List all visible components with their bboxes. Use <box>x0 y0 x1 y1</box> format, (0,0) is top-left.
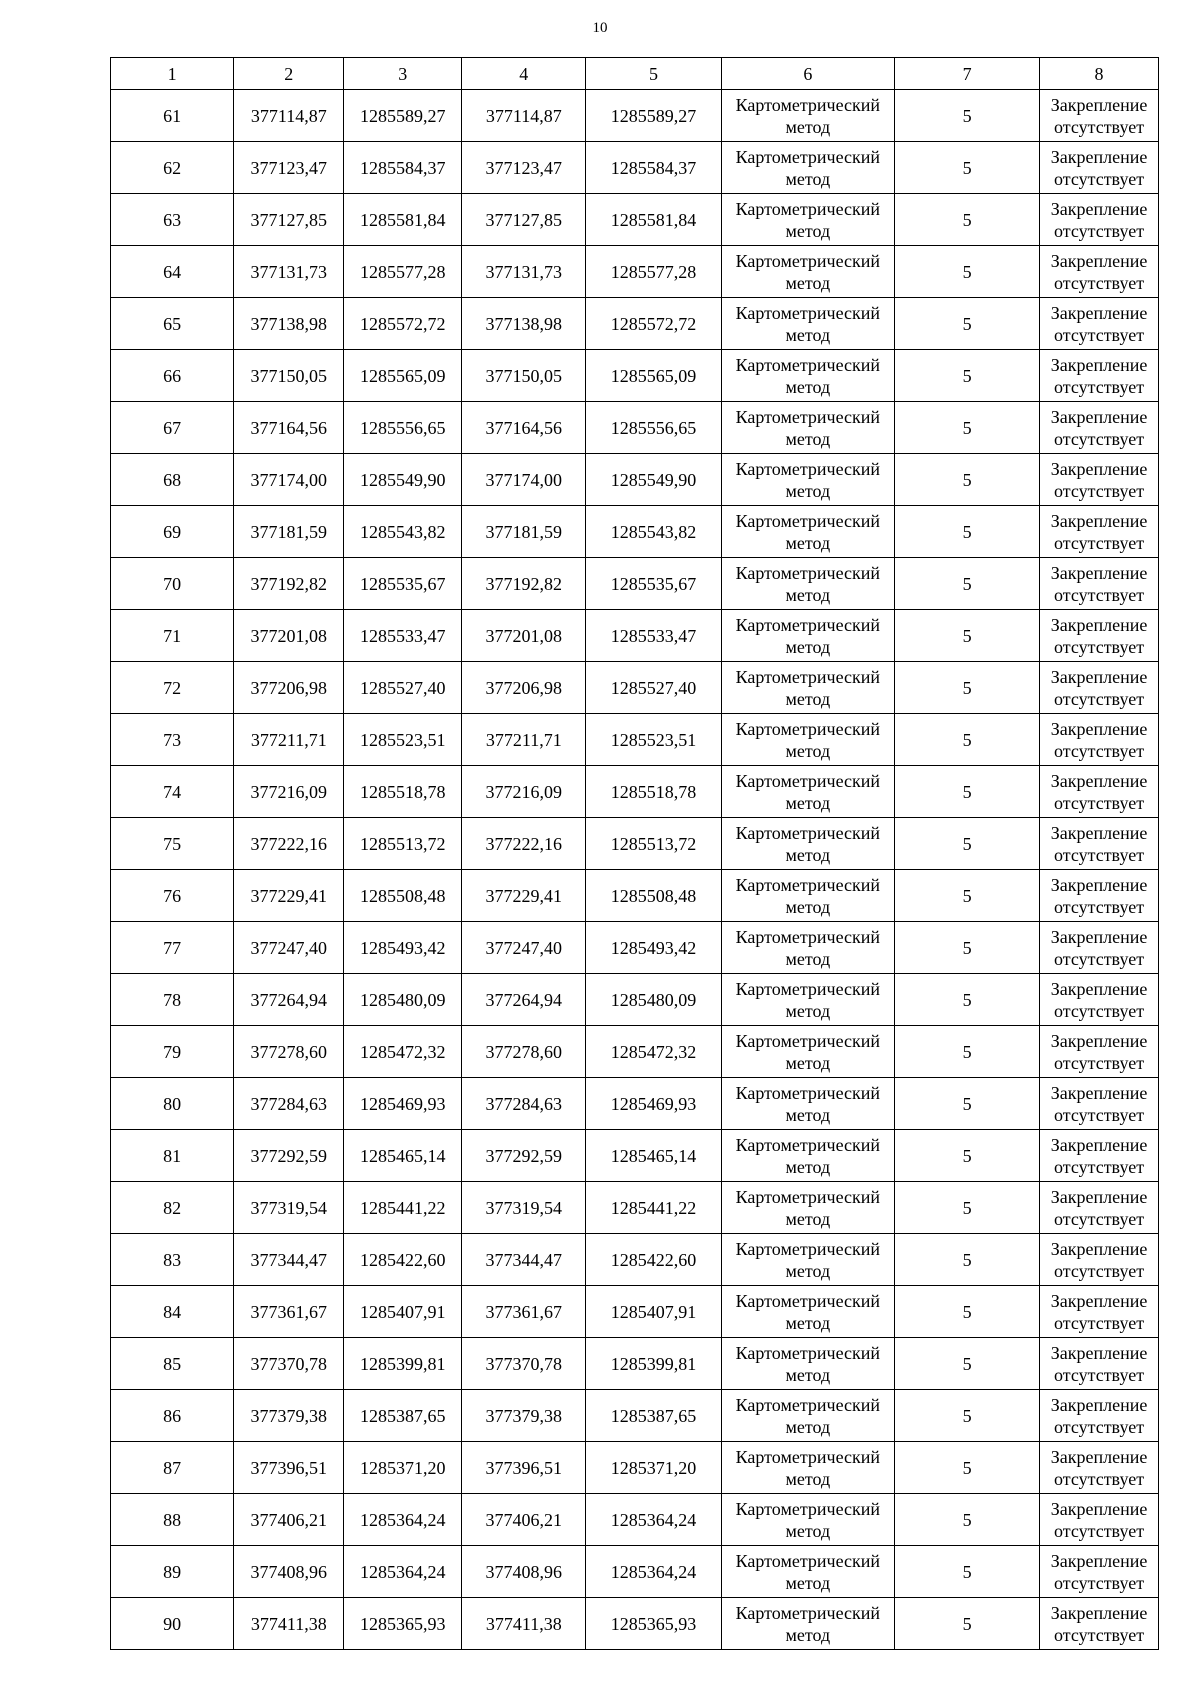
y-coord-cell: 1285472,32 <box>586 1026 721 1078</box>
y-coord-cell: 1285535,67 <box>344 558 462 610</box>
fixing-description-cell: Закрепление отсутствует <box>1040 1130 1159 1182</box>
x-coord-cell: 377131,73 <box>462 246 586 298</box>
point-number-cell: 67 <box>111 402 234 454</box>
x-coord-cell: 377211,71 <box>234 714 344 766</box>
y-coord-cell: 1285527,40 <box>344 662 462 714</box>
fixing-description-cell: Закрепление отсутствует <box>1040 714 1159 766</box>
x-coord-cell: 377396,51 <box>462 1442 586 1494</box>
x-coord-cell: 377319,54 <box>234 1182 344 1234</box>
table-row <box>111 922 1159 974</box>
y-coord-cell: 1285465,14 <box>344 1130 462 1182</box>
x-coord-cell: 377192,82 <box>234 558 344 610</box>
x-coord-cell: 377201,08 <box>234 610 344 662</box>
y-coord-cell: 1285513,72 <box>586 818 721 870</box>
method-cell: Картометрический метод <box>721 974 894 1026</box>
table-row <box>111 350 1159 402</box>
fixing-description-cell: Закрепление отсутствует <box>1040 1182 1159 1234</box>
x-coord-cell: 377247,40 <box>234 922 344 974</box>
point-number-cell: 78 <box>111 974 234 1026</box>
table-row <box>111 766 1159 818</box>
x-coord-cell: 377138,98 <box>234 298 344 350</box>
table-row <box>111 1234 1159 1286</box>
method-cell: Картометрический метод <box>721 1182 894 1234</box>
accuracy-cell: 5 <box>895 714 1040 766</box>
y-coord-cell: 1285422,60 <box>344 1234 462 1286</box>
x-coord-cell: 377370,78 <box>234 1338 344 1390</box>
point-number-cell: 68 <box>111 454 234 506</box>
x-coord-cell: 377127,85 <box>234 194 344 246</box>
y-coord-cell: 1285364,24 <box>344 1494 462 1546</box>
method-cell: Картометрический метод <box>721 1338 894 1390</box>
accuracy-cell: 5 <box>895 1182 1040 1234</box>
y-coord-cell: 1285472,32 <box>344 1026 462 1078</box>
y-coord-cell: 1285365,93 <box>344 1598 462 1650</box>
x-coord-cell: 377114,87 <box>462 90 586 142</box>
y-coord-cell: 1285407,91 <box>586 1286 721 1338</box>
fixing-description-cell: Закрепление отсутствует <box>1040 402 1159 454</box>
x-coord-cell: 377319,54 <box>462 1182 586 1234</box>
y-coord-cell: 1285556,65 <box>344 402 462 454</box>
y-coord-cell: 1285493,42 <box>586 922 721 974</box>
x-coord-cell: 377292,59 <box>234 1130 344 1182</box>
y-coord-cell: 1285543,82 <box>344 506 462 558</box>
method-cell: Картометрический метод <box>721 922 894 974</box>
fixing-description-cell: Закрепление отсутствует <box>1040 142 1159 194</box>
y-coord-cell: 1285581,84 <box>344 194 462 246</box>
point-number-cell: 79 <box>111 1026 234 1078</box>
y-coord-cell: 1285469,93 <box>586 1078 721 1130</box>
x-coord-cell: 377211,71 <box>462 714 586 766</box>
point-number-cell: 72 <box>111 662 234 714</box>
x-coord-cell: 377174,00 <box>462 454 586 506</box>
x-coord-cell: 377222,16 <box>462 818 586 870</box>
fixing-description-cell: Закрепление отсутствует <box>1040 1026 1159 1078</box>
accuracy-cell: 5 <box>895 558 1040 610</box>
fixing-description-cell: Закрепление отсутствует <box>1040 1442 1159 1494</box>
y-coord-cell: 1285480,09 <box>344 974 462 1026</box>
accuracy-cell: 5 <box>895 142 1040 194</box>
table-row <box>111 142 1159 194</box>
fixing-description-cell: Закрепление отсутствует <box>1040 90 1159 142</box>
method-cell: Картометрический метод <box>721 1130 894 1182</box>
y-coord-cell: 1285535,67 <box>586 558 721 610</box>
fixing-description-cell: Закрепление отсутствует <box>1040 1078 1159 1130</box>
x-coord-cell: 377216,09 <box>462 766 586 818</box>
accuracy-cell: 5 <box>895 922 1040 974</box>
fixing-description-cell: Закрепление отсутствует <box>1040 454 1159 506</box>
y-coord-cell: 1285577,28 <box>344 246 462 298</box>
x-coord-cell: 377411,38 <box>462 1598 586 1650</box>
x-coord-cell: 377150,05 <box>234 350 344 402</box>
accuracy-cell: 5 <box>895 1234 1040 1286</box>
x-coord-cell: 377222,16 <box>234 818 344 870</box>
y-coord-cell: 1285508,48 <box>344 870 462 922</box>
table-row <box>111 298 1159 350</box>
table-row <box>111 454 1159 506</box>
point-number-cell: 62 <box>111 142 234 194</box>
fixing-description-cell: Закрепление отсутствует <box>1040 870 1159 922</box>
x-coord-cell: 377379,38 <box>462 1390 586 1442</box>
fixing-description-cell: Закрепление отсутствует <box>1040 1286 1159 1338</box>
method-cell: Картометрический метод <box>721 662 894 714</box>
table-row <box>111 714 1159 766</box>
x-coord-cell: 377284,63 <box>234 1078 344 1130</box>
x-coord-cell: 377229,41 <box>462 870 586 922</box>
fixing-description-cell: Закрепление отсутствует <box>1040 974 1159 1026</box>
method-cell: Картометрический метод <box>721 194 894 246</box>
fixing-description-cell: Закрепление отсутствует <box>1040 558 1159 610</box>
fixing-description-cell: Закрепление отсутствует <box>1040 1390 1159 1442</box>
method-cell: Картометрический метод <box>721 558 894 610</box>
point-number-cell: 80 <box>111 1078 234 1130</box>
point-number-cell: 61 <box>111 90 234 142</box>
y-coord-cell: 1285493,42 <box>344 922 462 974</box>
page-number: 10 <box>592 20 608 36</box>
method-cell: Картометрический метод <box>721 142 894 194</box>
method-cell: Картометрический метод <box>721 246 894 298</box>
accuracy-cell: 5 <box>895 870 1040 922</box>
method-cell: Картометрический метод <box>721 714 894 766</box>
x-coord-cell: 377164,56 <box>462 402 586 454</box>
y-coord-cell: 1285364,24 <box>586 1546 721 1598</box>
y-coord-cell: 1285523,51 <box>586 714 721 766</box>
fixing-description-cell: Закрепление отсутствует <box>1040 1546 1159 1598</box>
method-cell: Картометрический метод <box>721 1442 894 1494</box>
x-coord-cell: 377247,40 <box>462 922 586 974</box>
point-number-cell: 83 <box>111 1234 234 1286</box>
y-coord-cell: 1285441,22 <box>344 1182 462 1234</box>
y-coord-cell: 1285399,81 <box>586 1338 721 1390</box>
accuracy-cell: 5 <box>895 1598 1040 1650</box>
point-number-cell: 77 <box>111 922 234 974</box>
fixing-description-cell: Закрепление отсутствует <box>1040 1338 1159 1390</box>
table-row <box>111 402 1159 454</box>
y-coord-cell: 1285565,09 <box>586 350 721 402</box>
y-coord-cell: 1285513,72 <box>344 818 462 870</box>
x-coord-cell: 377114,87 <box>234 90 344 142</box>
x-coord-cell: 377131,73 <box>234 246 344 298</box>
accuracy-cell: 5 <box>895 506 1040 558</box>
y-coord-cell: 1285577,28 <box>586 246 721 298</box>
table-row <box>111 870 1159 922</box>
x-coord-cell: 377370,78 <box>462 1338 586 1390</box>
method-cell: Картометрический метод <box>721 1598 894 1650</box>
fixing-description-cell: Закрепление отсутствует <box>1040 298 1159 350</box>
y-coord-cell: 1285371,20 <box>344 1442 462 1494</box>
x-coord-cell: 377138,98 <box>462 298 586 350</box>
method-cell: Картометрический метод <box>721 402 894 454</box>
accuracy-cell: 5 <box>895 1390 1040 1442</box>
point-number-cell: 85 <box>111 1338 234 1390</box>
method-cell: Картометрический метод <box>721 1234 894 1286</box>
x-coord-cell: 377123,47 <box>462 142 586 194</box>
y-coord-cell: 1285480,09 <box>586 974 721 1026</box>
table-row <box>111 558 1159 610</box>
x-coord-cell: 377379,38 <box>234 1390 344 1442</box>
fixing-description-cell: Закрепление отсутствует <box>1040 1598 1159 1650</box>
x-coord-cell: 377361,67 <box>462 1286 586 1338</box>
fixing-description-cell: Закрепление отсутствует <box>1040 766 1159 818</box>
fixing-description-cell: Закрепление отсутствует <box>1040 246 1159 298</box>
accuracy-cell: 5 <box>895 818 1040 870</box>
y-coord-cell: 1285533,47 <box>586 610 721 662</box>
x-coord-cell: 377181,59 <box>234 506 344 558</box>
y-coord-cell: 1285572,72 <box>586 298 721 350</box>
fixing-description-cell: Закрепление отсутствует <box>1040 194 1159 246</box>
accuracy-cell: 5 <box>895 1546 1040 1598</box>
y-coord-cell: 1285364,24 <box>586 1494 721 1546</box>
accuracy-cell: 5 <box>895 1078 1040 1130</box>
header-cell: 7 <box>895 58 1040 90</box>
y-coord-cell: 1285584,37 <box>586 142 721 194</box>
point-number-cell: 74 <box>111 766 234 818</box>
header-cell: 4 <box>462 58 586 90</box>
y-coord-cell: 1285589,27 <box>586 90 721 142</box>
table-row <box>111 1130 1159 1182</box>
y-coord-cell: 1285527,40 <box>586 662 721 714</box>
y-coord-cell: 1285549,90 <box>344 454 462 506</box>
header-cell: 3 <box>344 58 462 90</box>
y-coord-cell: 1285387,65 <box>586 1390 721 1442</box>
header-cell: 6 <box>721 58 894 90</box>
accuracy-cell: 5 <box>895 454 1040 506</box>
x-coord-cell: 377181,59 <box>462 506 586 558</box>
table-row <box>111 1026 1159 1078</box>
point-number-cell: 86 <box>111 1390 234 1442</box>
fixing-description-cell: Закрепление отсутствует <box>1040 818 1159 870</box>
method-cell: Картометрический метод <box>721 818 894 870</box>
y-coord-cell: 1285556,65 <box>586 402 721 454</box>
x-coord-cell: 377164,56 <box>234 402 344 454</box>
accuracy-cell: 5 <box>895 1286 1040 1338</box>
fixing-description-cell: Закрепление отсутствует <box>1040 1234 1159 1286</box>
x-coord-cell: 377406,21 <box>234 1494 344 1546</box>
point-number-cell: 76 <box>111 870 234 922</box>
accuracy-cell: 5 <box>895 766 1040 818</box>
y-coord-cell: 1285549,90 <box>586 454 721 506</box>
table-row <box>111 1494 1159 1546</box>
point-number-cell: 75 <box>111 818 234 870</box>
y-coord-cell: 1285572,72 <box>344 298 462 350</box>
table-row <box>111 1598 1159 1650</box>
method-cell: Картометрический метод <box>721 1494 894 1546</box>
table-row <box>111 974 1159 1026</box>
y-coord-cell: 1285543,82 <box>586 506 721 558</box>
y-coord-cell: 1285518,78 <box>344 766 462 818</box>
y-coord-cell: 1285469,93 <box>344 1078 462 1130</box>
table-row <box>111 1182 1159 1234</box>
point-number-cell: 71 <box>111 610 234 662</box>
x-coord-cell: 377361,67 <box>234 1286 344 1338</box>
accuracy-cell: 5 <box>895 350 1040 402</box>
point-number-cell: 90 <box>111 1598 234 1650</box>
coordinates-table <box>110 57 1159 1650</box>
y-coord-cell: 1285371,20 <box>586 1442 721 1494</box>
x-coord-cell: 377206,98 <box>234 662 344 714</box>
y-coord-cell: 1285399,81 <box>344 1338 462 1390</box>
accuracy-cell: 5 <box>895 662 1040 714</box>
y-coord-cell: 1285364,24 <box>344 1546 462 1598</box>
accuracy-cell: 5 <box>895 402 1040 454</box>
x-coord-cell: 377216,09 <box>234 766 344 818</box>
method-cell: Картометрический метод <box>721 506 894 558</box>
y-coord-cell: 1285508,48 <box>586 870 721 922</box>
fixing-description-cell: Закрепление отсутствует <box>1040 350 1159 402</box>
table-body <box>111 58 1159 1650</box>
y-coord-cell: 1285422,60 <box>586 1234 721 1286</box>
y-coord-cell: 1285518,78 <box>586 766 721 818</box>
accuracy-cell: 5 <box>895 246 1040 298</box>
accuracy-cell: 5 <box>895 1338 1040 1390</box>
fixing-description-cell: Закрепление отсутствует <box>1040 1494 1159 1546</box>
header-cell: 8 <box>1040 58 1159 90</box>
method-cell: Картометрический метод <box>721 1286 894 1338</box>
point-number-cell: 70 <box>111 558 234 610</box>
table-row <box>111 662 1159 714</box>
accuracy-cell: 5 <box>895 974 1040 1026</box>
fixing-description-cell: Закрепление отсутствует <box>1040 662 1159 714</box>
table-row <box>111 1286 1159 1338</box>
x-coord-cell: 377278,60 <box>462 1026 586 1078</box>
point-number-cell: 66 <box>111 350 234 402</box>
table-row <box>111 194 1159 246</box>
x-coord-cell: 377192,82 <box>462 558 586 610</box>
point-number-cell: 84 <box>111 1286 234 1338</box>
fixing-description-cell: Закрепление отсутствует <box>1040 610 1159 662</box>
x-coord-cell: 377206,98 <box>462 662 586 714</box>
header-cell: 5 <box>586 58 721 90</box>
table-row <box>111 818 1159 870</box>
y-coord-cell: 1285441,22 <box>586 1182 721 1234</box>
header-cell: 1 <box>111 58 234 90</box>
x-coord-cell: 377284,63 <box>462 1078 586 1130</box>
method-cell: Картометрический метод <box>721 610 894 662</box>
point-number-cell: 63 <box>111 194 234 246</box>
table-row <box>111 610 1159 662</box>
table-header-row <box>111 58 1159 90</box>
x-coord-cell: 377127,85 <box>462 194 586 246</box>
method-cell: Картометрический метод <box>721 1390 894 1442</box>
accuracy-cell: 5 <box>895 298 1040 350</box>
table-row <box>111 1442 1159 1494</box>
table-row <box>111 246 1159 298</box>
table-row <box>111 1546 1159 1598</box>
point-number-cell: 88 <box>111 1494 234 1546</box>
table-row <box>111 506 1159 558</box>
y-coord-cell: 1285533,47 <box>344 610 462 662</box>
accuracy-cell: 5 <box>895 1026 1040 1078</box>
fixing-description-cell: Закрепление отсутствует <box>1040 506 1159 558</box>
x-coord-cell: 377396,51 <box>234 1442 344 1494</box>
x-coord-cell: 377406,21 <box>462 1494 586 1546</box>
method-cell: Картометрический метод <box>721 454 894 506</box>
point-number-cell: 87 <box>111 1442 234 1494</box>
fixing-description-cell: Закрепление отсутствует <box>1040 922 1159 974</box>
method-cell: Картометрический метод <box>721 766 894 818</box>
table-row <box>111 1390 1159 1442</box>
x-coord-cell: 377174,00 <box>234 454 344 506</box>
point-number-cell: 82 <box>111 1182 234 1234</box>
method-cell: Картометрический метод <box>721 1026 894 1078</box>
y-coord-cell: 1285465,14 <box>586 1130 721 1182</box>
point-number-cell: 73 <box>111 714 234 766</box>
x-coord-cell: 377123,47 <box>234 142 344 194</box>
y-coord-cell: 1285589,27 <box>344 90 462 142</box>
y-coord-cell: 1285565,09 <box>344 350 462 402</box>
x-coord-cell: 377344,47 <box>234 1234 344 1286</box>
method-cell: Картометрический метод <box>721 1546 894 1598</box>
x-coord-cell: 377264,94 <box>234 974 344 1026</box>
accuracy-cell: 5 <box>895 90 1040 142</box>
accuracy-cell: 5 <box>895 1442 1040 1494</box>
y-coord-cell: 1285584,37 <box>344 142 462 194</box>
accuracy-cell: 5 <box>895 610 1040 662</box>
method-cell: Картометрический метод <box>721 90 894 142</box>
x-coord-cell: 377344,47 <box>462 1234 586 1286</box>
point-number-cell: 89 <box>111 1546 234 1598</box>
header-cell: 2 <box>234 58 344 90</box>
method-cell: Картометрический метод <box>721 870 894 922</box>
y-coord-cell: 1285581,84 <box>586 194 721 246</box>
point-number-cell: 65 <box>111 298 234 350</box>
x-coord-cell: 377278,60 <box>234 1026 344 1078</box>
y-coord-cell: 1285523,51 <box>344 714 462 766</box>
method-cell: Картометрический метод <box>721 350 894 402</box>
x-coord-cell: 377150,05 <box>462 350 586 402</box>
method-cell: Картометрический метод <box>721 1078 894 1130</box>
x-coord-cell: 377201,08 <box>462 610 586 662</box>
table-row <box>111 1078 1159 1130</box>
x-coord-cell: 377411,38 <box>234 1598 344 1650</box>
point-number-cell: 69 <box>111 506 234 558</box>
table-row <box>111 90 1159 142</box>
x-coord-cell: 377408,96 <box>462 1546 586 1598</box>
accuracy-cell: 5 <box>895 194 1040 246</box>
x-coord-cell: 377408,96 <box>234 1546 344 1598</box>
x-coord-cell: 377229,41 <box>234 870 344 922</box>
y-coord-cell: 1285365,93 <box>586 1598 721 1650</box>
point-number-cell: 64 <box>111 246 234 298</box>
y-coord-cell: 1285387,65 <box>344 1390 462 1442</box>
point-number-cell: 81 <box>111 1130 234 1182</box>
x-coord-cell: 377264,94 <box>462 974 586 1026</box>
x-coord-cell: 377292,59 <box>462 1130 586 1182</box>
table-row <box>111 1338 1159 1390</box>
method-cell: Картометрический метод <box>721 298 894 350</box>
y-coord-cell: 1285407,91 <box>344 1286 462 1338</box>
accuracy-cell: 5 <box>895 1494 1040 1546</box>
accuracy-cell: 5 <box>895 1130 1040 1182</box>
